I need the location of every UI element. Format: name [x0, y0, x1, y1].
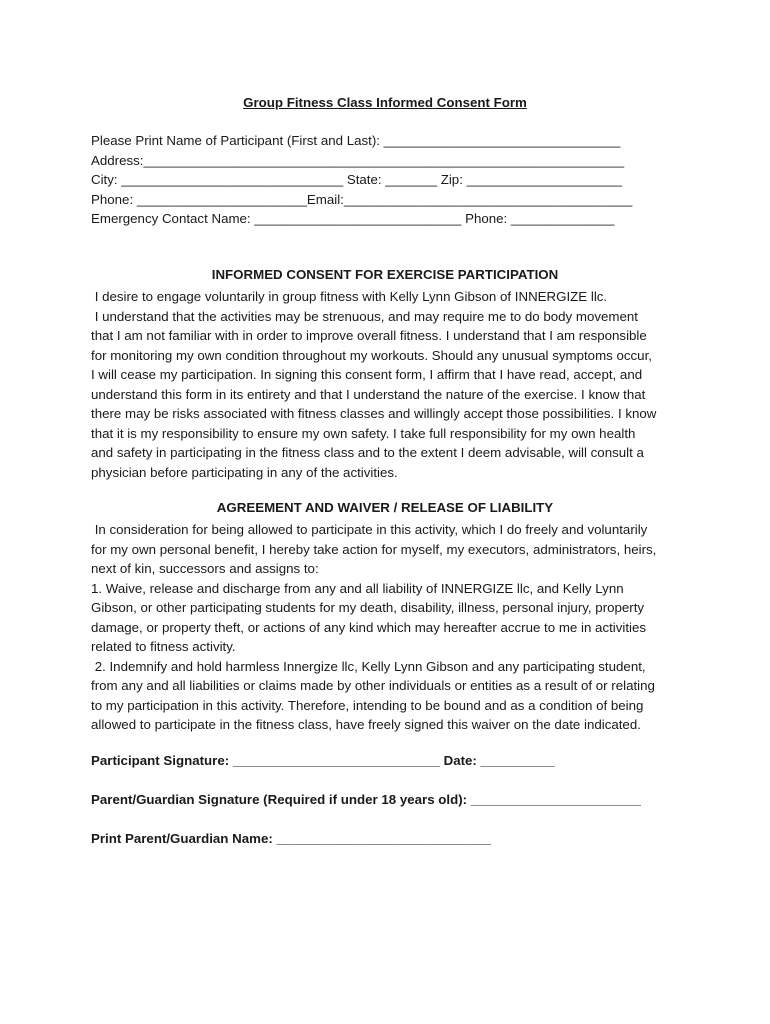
emergency-contact-field[interactable]: Emergency Contact Name: ____________________________ Phone: ______________ [91, 211, 615, 226]
form-title: Group Fitness Class Informed Consent Form [243, 95, 527, 110]
waiver-line: Gibson, or other participating students for my death, disability, illness, personal injury, property [91, 600, 645, 615]
participant-signature-field[interactable]: Participant Signature: ____________________________ Date: __________ [91, 753, 555, 768]
consent-line: I understand that the activities may be strenuous, and may require me to do body movement [91, 308, 638, 324]
consent-line: physician before participating in any of the activities. [91, 464, 398, 480]
waiver-paragraph [91, 520, 691, 735]
waiver-line: related to fitness activity. [91, 639, 236, 654]
consent-line: that I am not familiar with in order to improve overall fitness. I understand that I am responsible [91, 328, 647, 343]
waiver-line: In consideration for being allowed to participate in this activity, which I do freely and voluntarily [91, 522, 648, 537]
waiver-line: for my own personal benefit, I hereby take action for myself, my executors, administrators, heirs, [91, 541, 657, 557]
waiver-line: 2. Indemnify and hold harmless Innergize llc, Kelly Lynn Gibson and any participating student, [91, 658, 646, 674]
consent-paragraph [91, 287, 691, 482]
guardian-signature-field[interactable]: Parent/Guardian Signature (Required if under 18 years old): _______________________ [91, 792, 641, 807]
address-field[interactable]: Address:_________________________________________________________________ [91, 152, 625, 168]
city-state-zip-field[interactable]: City: ______________________________ State: _______ Zip: _____________________ [91, 172, 622, 187]
waiver-line: from any and all liabilities or claims made by other individuals or entities as a result of or relating [91, 678, 655, 693]
waiver-line: to my participation in this activity. Therefore, intending to be bound and as a condition of being [91, 697, 644, 713]
phone-email-field[interactable]: Phone: _______________________Email:_______________________________________ [91, 191, 633, 207]
consent-heading: INFORMED CONSENT FOR EXERCISE PARTICIPATION [211, 267, 559, 282]
consent-line: I will cease my participation. In signing this consent form, I affirm that I have read, accept, and [91, 367, 643, 382]
consent-line: understand this form in its entirety and that I understand the nature of the exercise. I know that [91, 386, 646, 402]
consent-line: I desire to engage voluntarily in group fitness with Kelly Lynn Gibson of INNERGIZE llc. [91, 289, 608, 304]
consent-line: and safety in participating in the fitness class and to the extent I deem advisable, will consult a [91, 445, 644, 460]
consent-line: for monitoring my own condition throughout my workouts. Should any unusual symptoms occur, [91, 347, 652, 363]
consent-line: that it is my responsibility to ensure my own safety. I take full responsibility for my own health [91, 425, 636, 441]
waiver-line: damage, or property theft, or actions of any kind which may hereafter accrue to me in activities [91, 619, 647, 635]
waiver-line: allowed to participate in the fitness class, have freely signed this waiver on the date indicated. [91, 717, 641, 732]
consent-line: there may be risks associated with fitness classes and willingly accept those possibilities. I know [91, 406, 657, 421]
participant-info-fields [91, 131, 671, 229]
waiver-line: 1. Waive, release and discharge from any and all liability of INNERGIZE llc, and Kelly Lynn [91, 580, 624, 596]
waiver-line: next of kin, successors and assigns to: [91, 561, 319, 576]
participant-name-field[interactable]: Please Print Name of Participant (First and Last): ________________________________ [91, 133, 621, 148]
waiver-heading: AGREEMENT AND WAIVER / RELEASE OF LIABILITY [216, 500, 554, 515]
print-guardian-name-field[interactable]: Print Parent/Guardian Name: _____________________________ [91, 831, 491, 846]
